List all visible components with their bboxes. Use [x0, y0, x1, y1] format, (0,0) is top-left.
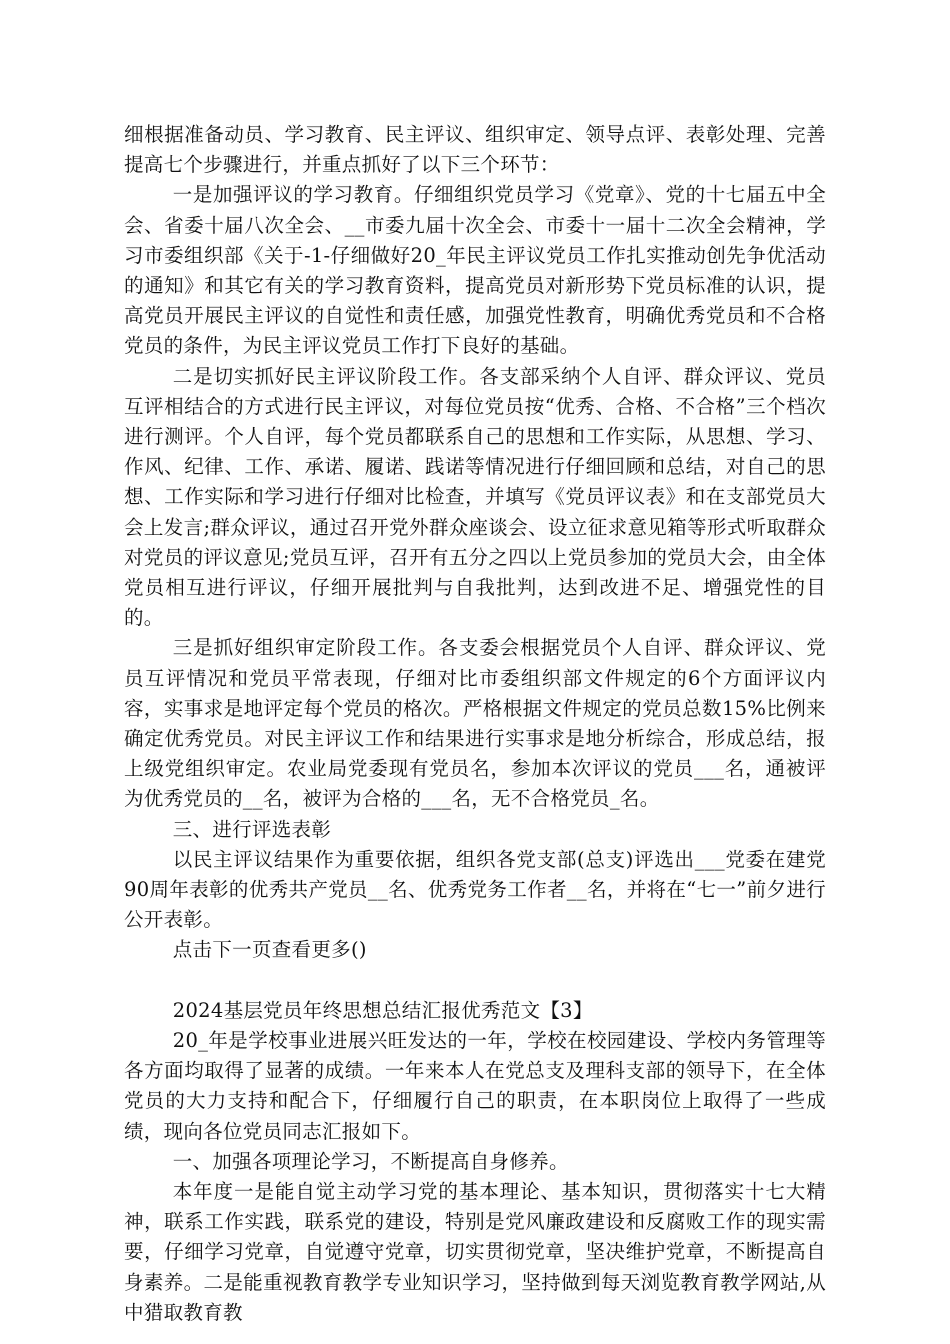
paragraph-organization-review: 三是抓好组织审定阶段工作。各支委会根据党员个人自评、群众评议、党员互评情况和党员平常表现，仔细对比市委组织部文件规定的6个方面评议内容，实事求是地评定每个党员的格次。严格根据文件规定的党员总数15%比例来确定优秀党员。对民主评议工作和结果进行实事求是地分析综合，形成总结，报上级党组织审定。农业局党委现有党员名，参加本次评议的党员___名，通被评为优秀党员的__名，被评为合格的___名，无不合格党员_名。 — [124, 636, 826, 811]
document-body — [124, 120, 826, 1328]
section-heading-selection: 三、进行评选表彰 — [172, 817, 332, 841]
paragraph-selection-commendation: 以民主评议结果作为重要依据，组织各党支部(总支)评选出___党委在建党90周年表彰的优秀共产党员__名、优秀党务工作者__名，并将在“七一”前夕进行公开表彰。 — [124, 847, 826, 932]
section-heading-theory-study: 一、加强各项理论学习，不断提高自身修养。 — [172, 1149, 569, 1173]
paragraph-steps-continuation: 细根据准备动员、学习教育、民主评议、组织审定、领导点评、表彰处理、完善提高七个步骤进行，并重点抓好了以下三个环节： — [124, 123, 826, 177]
paragraph-theory-study: 本年度一是能自觉主动学习党的基本理论、基本知识，贯彻落实十七大精神，联系工作实践，联系党的建设，特别是党风廉政建设和反腐败工作的现实需要，仔细学习党章，自觉遵守党章，切实贯彻党章，坚决维护党章，不断提高自身素养。二是能重视教育教学专业知识学习，坚持做到每天浏览教育教学网站,从中猎取教育教 — [124, 1179, 826, 1324]
article-title: 2024基层党员年终思想总结汇报优秀范文【3】 — [172, 998, 593, 1022]
paragraph-democratic-review: 二是切实抓好民主评议阶段工作。各支部采纳个人自评、群众评议、党员互评相结合的方式进行民主评议，对每位党员按“优秀、合格、不合格”三个档次进行测评。个人自评，每个党员都联系自己的思想和工作实际，从思想、学习、作风、纪律、工作、承诺、履诺、践诺等情况进行仔细回顾和总结，对自己的思想、工作实际和学习进行仔细对比检查，并填写《党员评议表》和在支部党员大会上发言;群众评议，通过召开党外群众座谈会、设立征求意见箱等形式听取群众对党员的评议意见;党员互评，召开有五分之四以上党员参加的党员大会，由全体党员相互进行评议，仔细开展批判与自我批判，达到改进不足、增强党性的目的。 — [124, 364, 826, 630]
paragraph-intro: 20_年是学校事业进展兴旺发达的一年，学校在校园建设、学校内务管理等各方面均取得了显著的成绩。一年来本人在党总支及理科支部的领导下，在全体党员的大力支持和配合下，仔细履行自己的职责，在本职岗位上取得了一些成绩，现向各位党员同志汇报如下。 — [124, 1028, 826, 1143]
next-page-link-text: 点击下一页查看更多() — [172, 938, 367, 962]
paragraph-spacer — [124, 966, 826, 996]
paragraph-study-education: 一是加强评议的学习教育。仔细组织党员学习《党章》、党的十七届五中全会、省委十届八次全会、__市委九届十次全会、市委十一届十二次全会精神，学习市委组织部《关于-1-仔细做好20_年民主评议党员工作扎实推动创先争优活动的通知》和其它有关的学习教育资料，提高党员对新形势下党员标准的认识，提高党员开展民主评议的自觉性和责任感，加强党性教育，明确优秀党员和不合格党员的条件，为民主评议党员工作打下良好的基础。 — [124, 183, 826, 358]
